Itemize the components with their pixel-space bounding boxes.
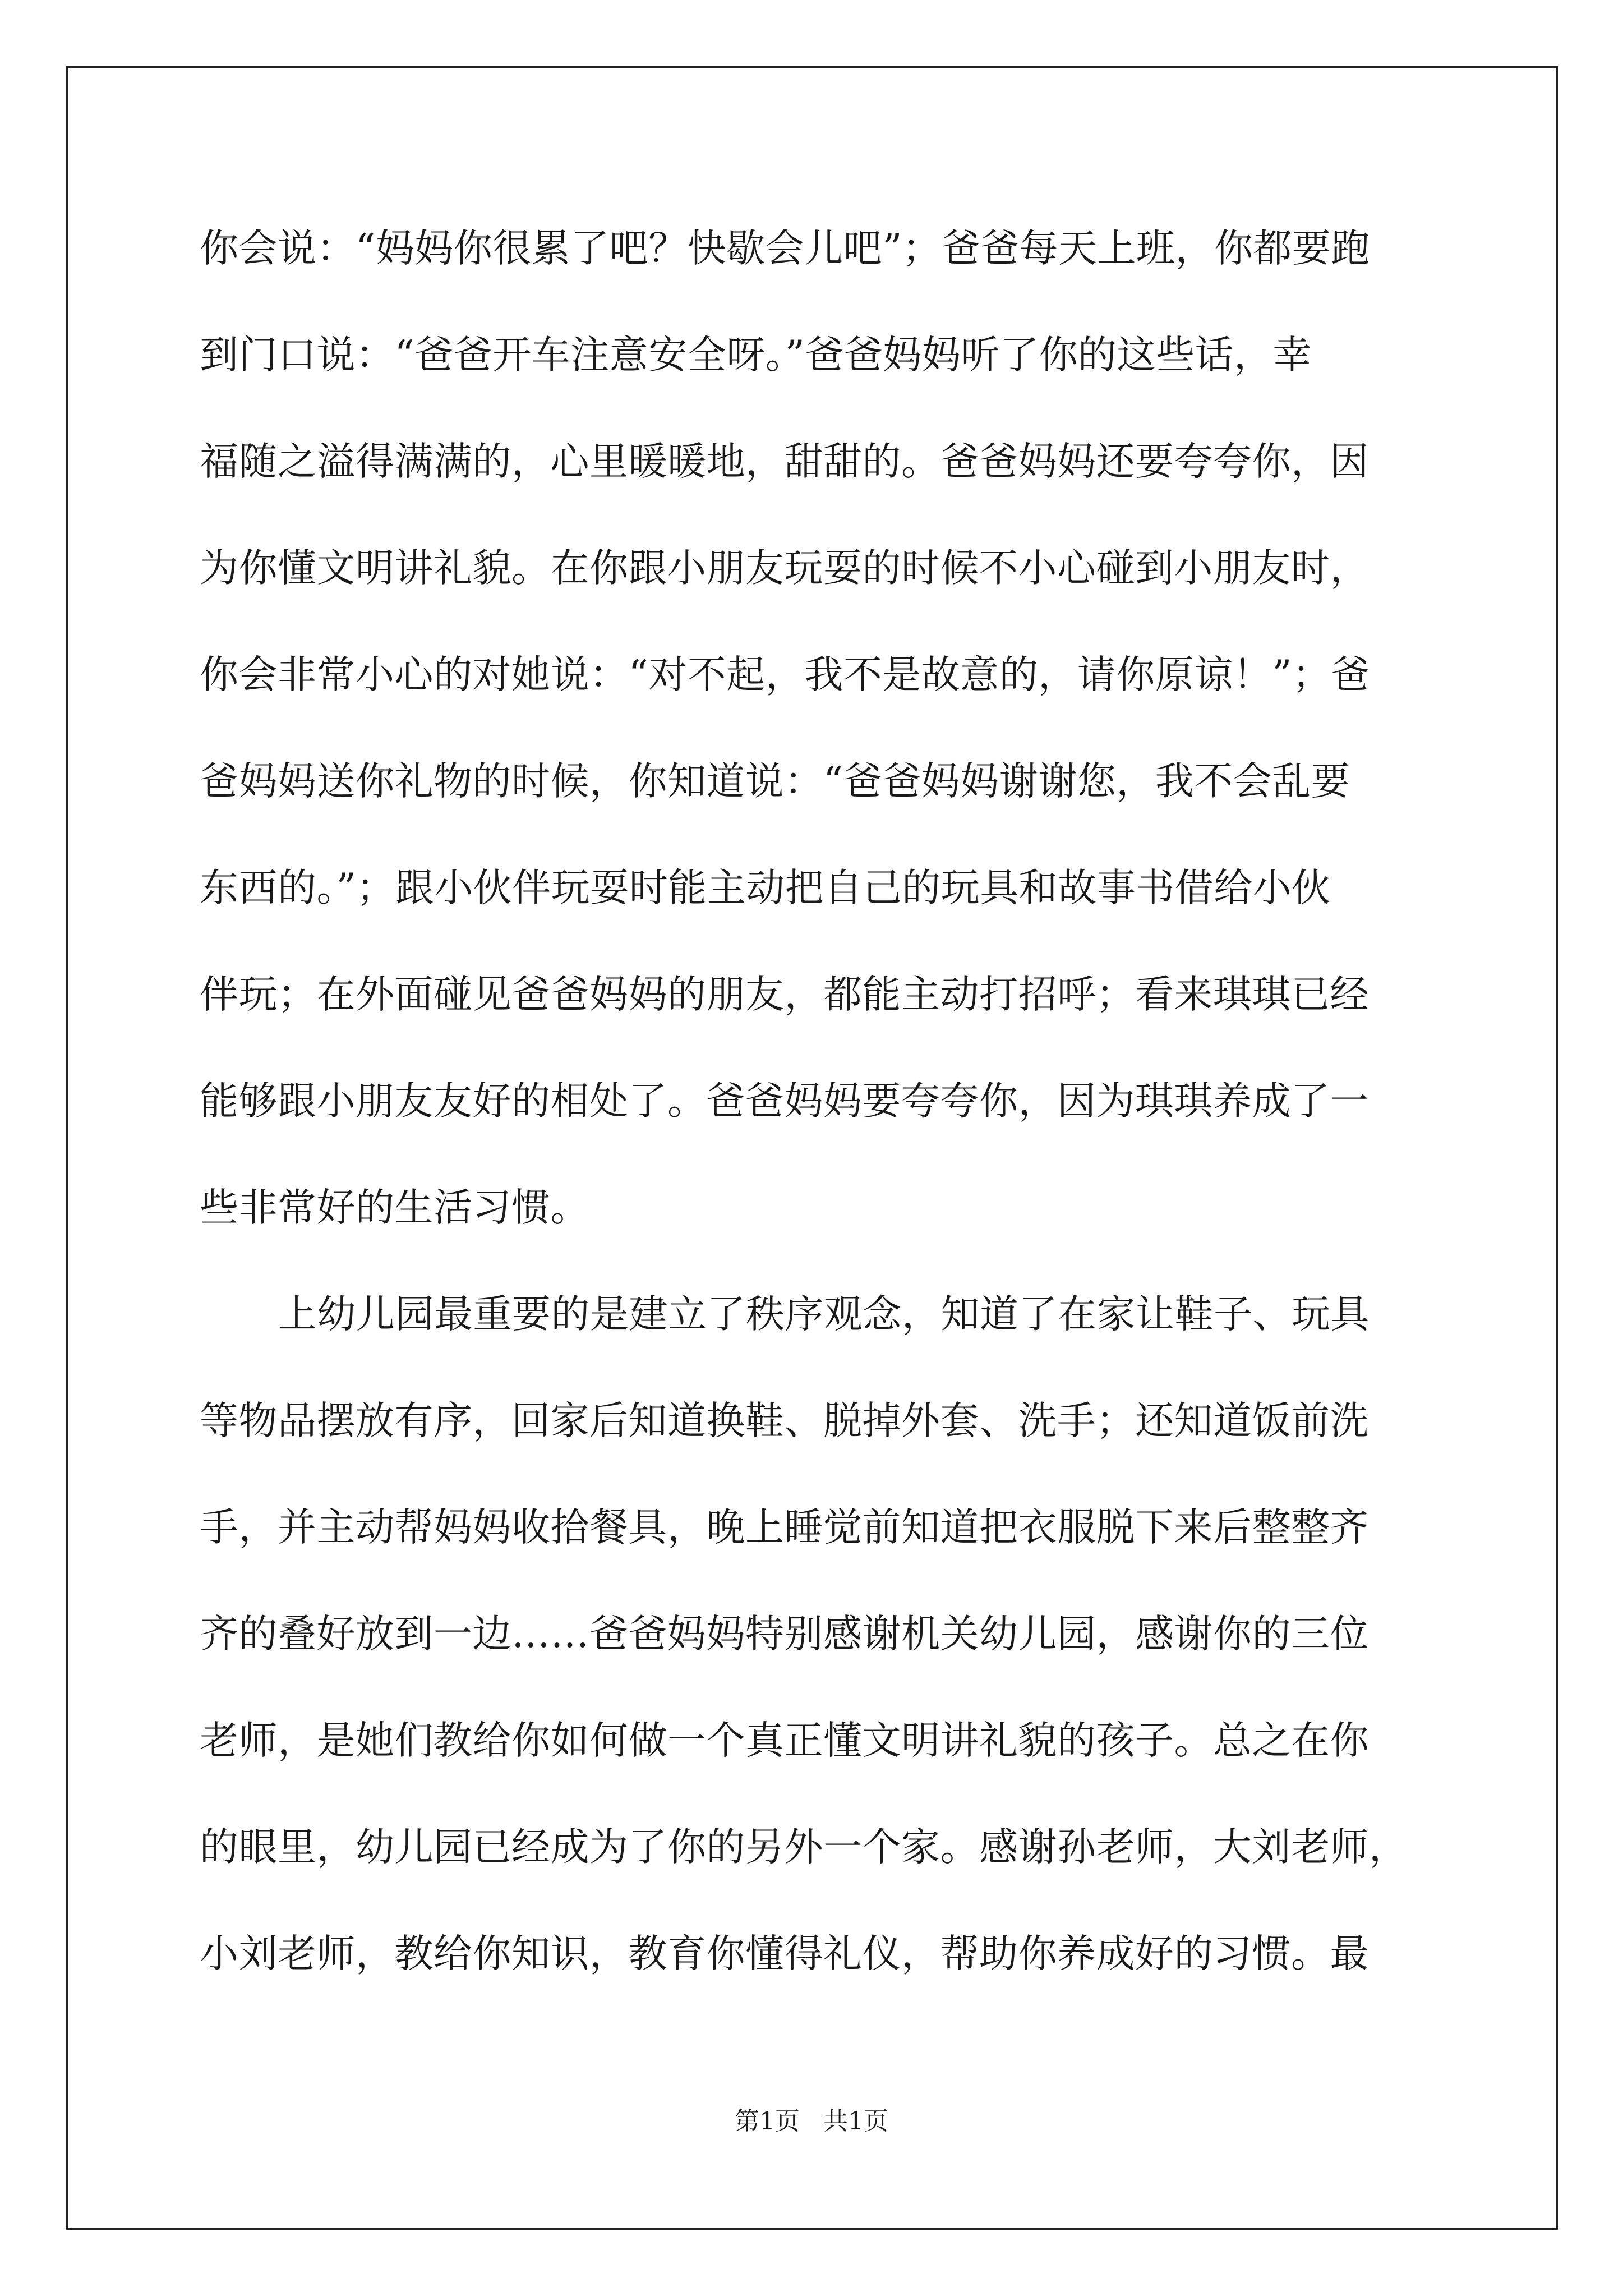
text-line: 的眼里，幼儿园已经成为了你的另外一个家。感谢孙老师，大刘老师， [200, 1825, 1408, 1870]
text-line: 等物品摆放有序，回家后知道换鞋、脱掉外套、洗手；还知道饭前洗 [200, 1398, 1369, 1443]
paragraph-start-line: 上幼儿园最重要的是建立了秩序观念，知道了在家让鞋子、玩具 [278, 1292, 1370, 1337]
text-line: 爸妈妈送你礼物的时候，你知道说：“爸爸妈妈谢谢您，我不会乱要 [200, 759, 1350, 804]
text-line: 到门口说：“爸爸开车注意安全呀。”爸爸妈妈听了你的这些话，幸 [200, 333, 1312, 378]
page-frame [66, 66, 1558, 2230]
text-line: 伴玩；在外面碰见爸爸妈妈的朋友，都能主动打招呼；看来琪琪已经 [200, 972, 1369, 1017]
page-number-footer: 第1页 共1页 [735, 2107, 888, 2136]
text-line: 小刘老师，教给你知识，教育你懂得礼仪，帮助你养成好的习惯。最 [200, 1931, 1369, 1976]
text-line: 老师，是她们教给你如何做一个真正懂文明讲礼貌的孩子。总之在你 [200, 1718, 1369, 1763]
text-line: 齐的叠好放到一边……爸爸妈妈特别感谢机关幼儿园，感谢你的三位 [200, 1612, 1369, 1657]
text-line: 东西的。”；跟小伙伴玩耍时能主动把自己的玩具和故事书借给小伙 [200, 866, 1331, 910]
text-line: 能够跟小朋友友好的相处了。爸爸妈妈要夸夸你，因为琪琪养成了一 [200, 1079, 1369, 1124]
text-line: 为你懂文明讲礼貌。在你跟小朋友玩耍的时候不小心碰到小朋友时， [200, 546, 1369, 591]
text-line: 些非常好的生活习惯。 [200, 1185, 589, 1230]
text-line: 手，并主动帮妈妈收拾餐具，晚上睡觉前知道把衣服脱下来后整整齐 [200, 1505, 1369, 1550]
text-line: 你会非常小心的对她说：“对不起，我不是故意的，请你原谅！”；爸 [200, 652, 1371, 697]
text-line: 你会说：“妈妈你很累了吧？快歇会儿吧”；爸爸每天上班，你都要跑 [200, 226, 1371, 271]
text-line: 福随之溢得满满的，心里暖暖地，甜甜的。爸爸妈妈还要夸夸你，因 [200, 439, 1369, 484]
